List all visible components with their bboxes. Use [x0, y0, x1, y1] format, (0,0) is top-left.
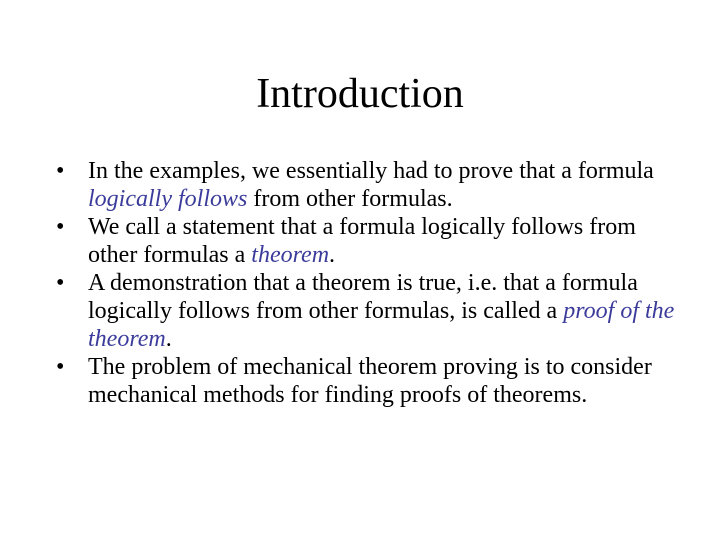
- bullet-item: [56, 353, 676, 409]
- bullet-dot: •: [56, 158, 65, 184]
- bullet-list: [56, 157, 676, 409]
- highlighted-term: logically follows: [88, 186, 248, 212]
- bullet-text: A demonstration that a theorem is true, i.e. that a formula logically follows from other formulas, is called a: [88, 270, 638, 324]
- bullet-text: We call a statement that a formula logically follows from other formulas a: [88, 214, 636, 268]
- slide-title: Introduction: [256, 71, 464, 117]
- bullet-item: [56, 157, 676, 213]
- highlighted-term: proof of the theorem: [88, 298, 675, 352]
- bullet-dot: •: [56, 270, 65, 296]
- bullet-text: In the examples, we essentially had to prove that a formula: [88, 158, 654, 184]
- bullet-item: [56, 269, 676, 353]
- bullet-text: .: [165, 326, 172, 352]
- bullet-text: .: [329, 242, 336, 268]
- bullet-item: [56, 213, 676, 269]
- bullet-dot: •: [56, 354, 65, 380]
- bullet-text: The problem of mechanical theorem proving is to consider mechanical methods for finding proofs of theorems.: [88, 354, 652, 408]
- bullet-dot: •: [56, 214, 65, 240]
- bullet-text: from other formulas.: [247, 186, 453, 212]
- highlighted-term: theorem: [251, 242, 330, 268]
